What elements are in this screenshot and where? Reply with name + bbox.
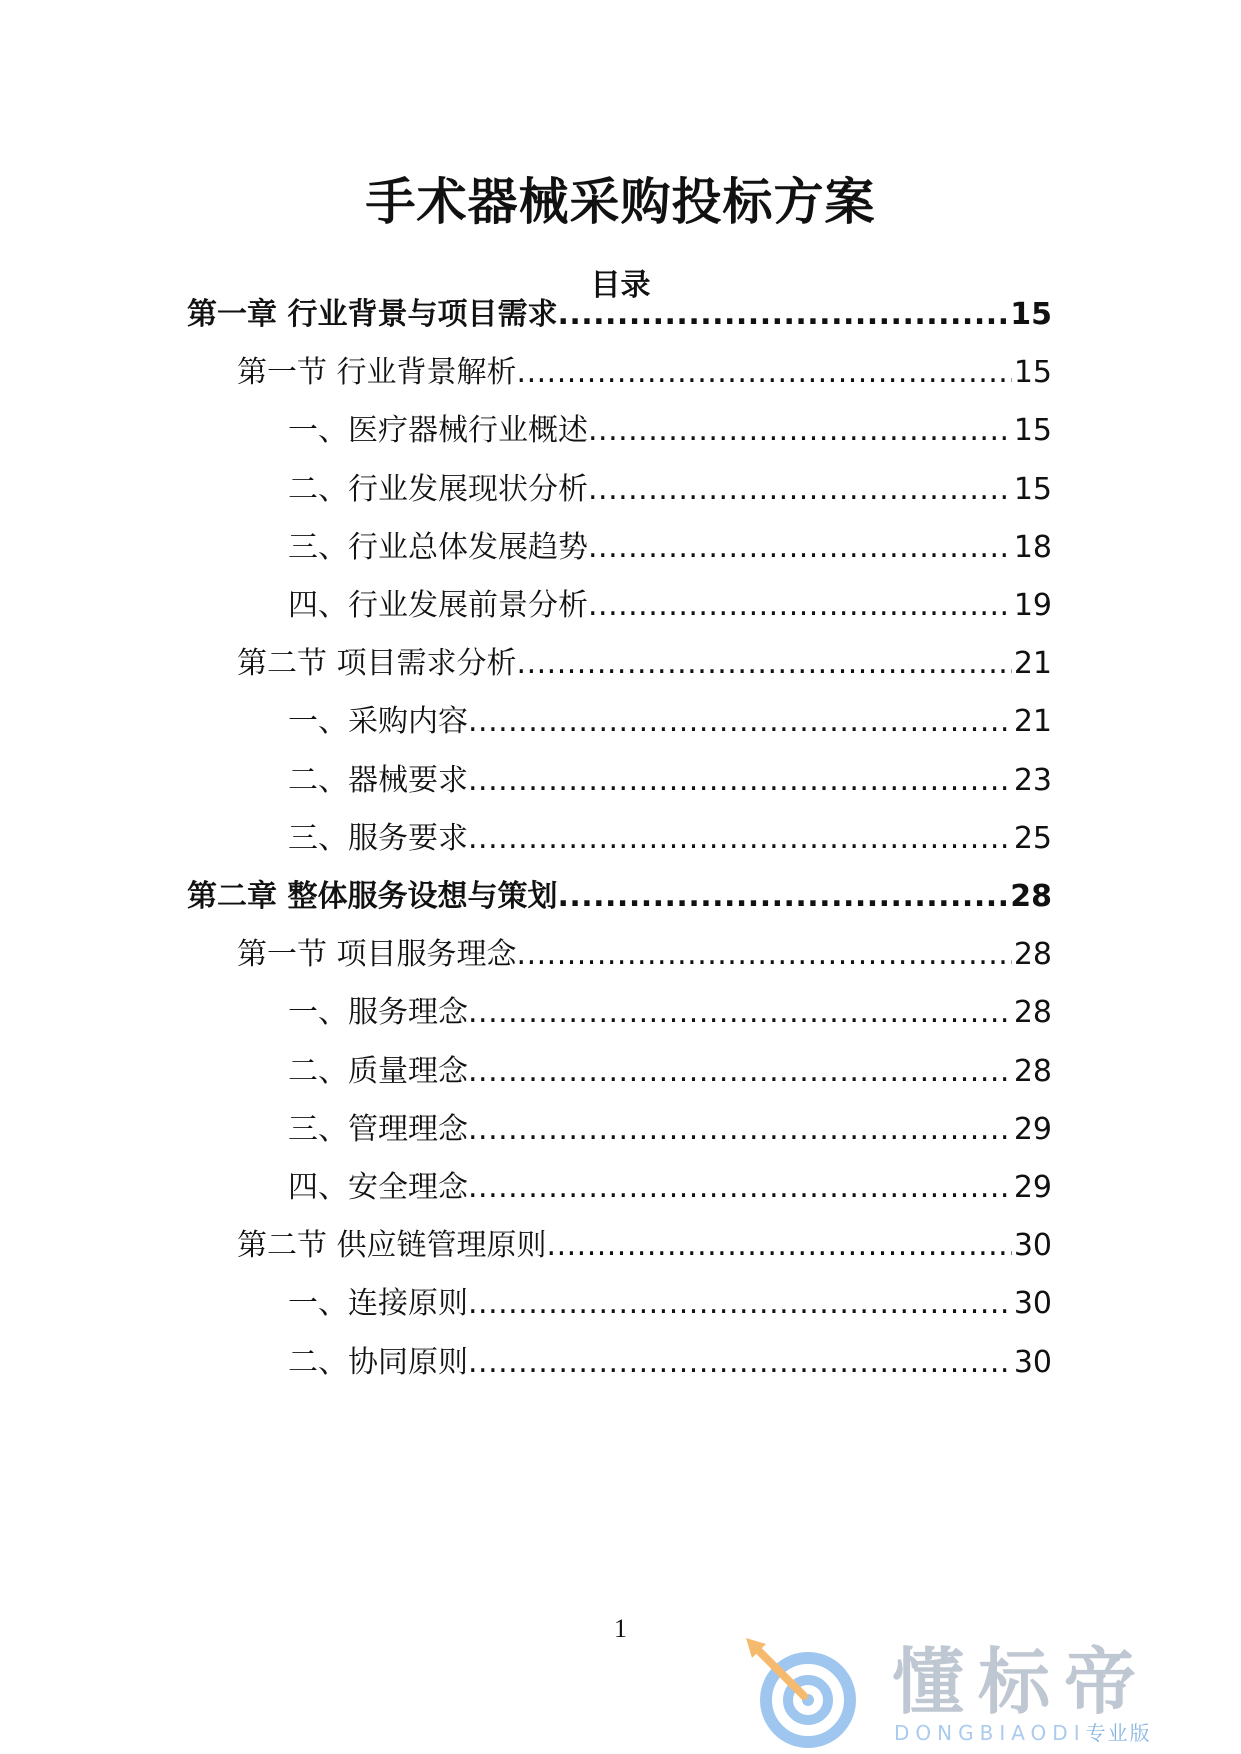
toc-subsection-entry[interactable] [288, 1108, 1052, 1152]
toc-entry-page-number: 19 [1013, 588, 1052, 623]
toc-dot-leader [517, 642, 1012, 686]
toc-subsection-entry[interactable] [288, 700, 1052, 744]
toc-entry-page-number: 15 [1013, 413, 1052, 448]
toc-entry-label: 第二节 项目需求分析 [237, 646, 517, 681]
toc-dot-leader [468, 1166, 1012, 1210]
toc-subsection-entry[interactable] [288, 468, 1052, 512]
toc-subsection-entry[interactable] [288, 1282, 1052, 1326]
document-title: 手术器械采购投标方案 [365, 173, 876, 231]
toc-dot-leader [468, 991, 1012, 1035]
toc-section-entry[interactable] [237, 642, 1052, 686]
toc-entry-page-number: 23 [1013, 763, 1052, 798]
toc-entry-label: 一、连接原则 [288, 1286, 468, 1321]
toc-dot-leader [468, 1282, 1012, 1326]
toc-entry-label: 一、服务理念 [288, 995, 468, 1030]
toc-entry-page-number: 15 [1010, 297, 1052, 332]
toc-entry-label: 一、采购内容 [288, 704, 468, 739]
toc-subsection-entry[interactable] [288, 1050, 1052, 1094]
toc-entry-page-number: 21 [1013, 704, 1052, 739]
toc-section-entry[interactable] [237, 1224, 1052, 1268]
toc-entry-label: 三、服务要求 [288, 821, 468, 856]
toc-entry-page-number: 29 [1013, 1112, 1052, 1147]
toc-dot-leader [557, 875, 1008, 919]
toc-entry-page-number: 28 [1013, 995, 1052, 1030]
toc-dot-leader [588, 468, 1012, 512]
toc-entry-page-number: 18 [1013, 530, 1052, 565]
toc-entry-label: 四、安全理念 [288, 1170, 468, 1205]
toc-entry-page-number: 28 [1013, 1054, 1052, 1089]
toc-dot-leader [588, 409, 1012, 453]
toc-subsection-entry[interactable] [288, 991, 1052, 1035]
toc-entry-label: 第一节 项目服务理念 [237, 937, 517, 972]
toc-entry-page-number: 28 [1010, 879, 1052, 914]
watermark-subtitle-latin: DONGBIAODI [894, 1721, 1086, 1745]
toc-entry-label: 二、器械要求 [288, 763, 468, 798]
toc-entry-label: 四、行业发展前景分析 [288, 588, 588, 623]
toc-entry-label: 第二章 整体服务设想与策划 [187, 879, 558, 914]
toc-dot-leader [468, 1341, 1012, 1385]
watermark-subtitle [894, 1722, 1152, 1744]
toc-entry-page-number: 15 [1013, 472, 1052, 507]
toc-entry-page-number: 30 [1013, 1228, 1052, 1263]
toc-dot-leader [468, 759, 1012, 803]
toc-chapter-entry[interactable] [187, 293, 1052, 337]
toc-dot-leader [468, 1050, 1012, 1094]
toc-entry-page-number: 21 [1013, 646, 1052, 681]
toc-dot-leader [468, 817, 1012, 861]
toc-heading: 目录 [590, 268, 651, 303]
toc-subsection-entry[interactable] [288, 1341, 1052, 1385]
toc-entry-label: 三、管理理念 [288, 1112, 468, 1147]
toc-dot-leader [588, 526, 1012, 570]
toc-dot-leader [517, 351, 1012, 395]
target-arrow-icon [742, 1636, 862, 1748]
toc-section-entry[interactable] [237, 933, 1052, 977]
toc-entry-label: 二、质量理念 [288, 1054, 468, 1089]
toc-entry-label: 第一章 行业背景与项目需求 [187, 297, 558, 332]
toc-subsection-entry[interactable] [288, 584, 1052, 628]
toc-dot-leader [468, 700, 1012, 744]
toc-entry-label: 第二节 供应链管理原则 [237, 1228, 547, 1263]
toc-subsection-entry[interactable] [288, 1166, 1052, 1210]
toc-dot-leader [557, 293, 1008, 337]
toc-dot-leader [517, 933, 1012, 977]
watermark-edition: 专业版 [1085, 1721, 1152, 1745]
toc-entry-page-number: 30 [1013, 1345, 1052, 1380]
toc-dot-leader [547, 1224, 1012, 1268]
toc-entry-label: 第一节 行业背景解析 [237, 355, 517, 390]
toc-dot-leader [468, 1108, 1012, 1152]
toc-entry-label: 二、行业发展现状分析 [288, 472, 588, 507]
toc-entry-page-number: 28 [1013, 937, 1052, 972]
toc-subsection-entry[interactable] [288, 526, 1052, 570]
watermark-brand: 懂标帝 [892, 1640, 1151, 1724]
toc-subsection-entry[interactable] [288, 817, 1052, 861]
toc-entry-label: 二、协同原则 [288, 1345, 468, 1380]
toc-chapter-entry[interactable] [187, 875, 1052, 919]
toc-entry-page-number: 15 [1013, 355, 1052, 390]
watermark [742, 1636, 1222, 1748]
toc-dot-leader [588, 584, 1012, 628]
toc-subsection-entry[interactable] [288, 759, 1052, 803]
toc-subsection-entry[interactable] [288, 409, 1052, 453]
toc-entry-page-number: 25 [1013, 821, 1052, 856]
toc-entry-label: 三、行业总体发展趋势 [288, 530, 588, 565]
toc-entry-label: 一、医疗器械行业概述 [288, 413, 588, 448]
page-number: 1 [614, 1614, 627, 1643]
toc-entry-page-number: 29 [1013, 1170, 1052, 1205]
toc-entry-page-number: 30 [1013, 1286, 1052, 1321]
toc-section-entry[interactable] [237, 351, 1052, 395]
